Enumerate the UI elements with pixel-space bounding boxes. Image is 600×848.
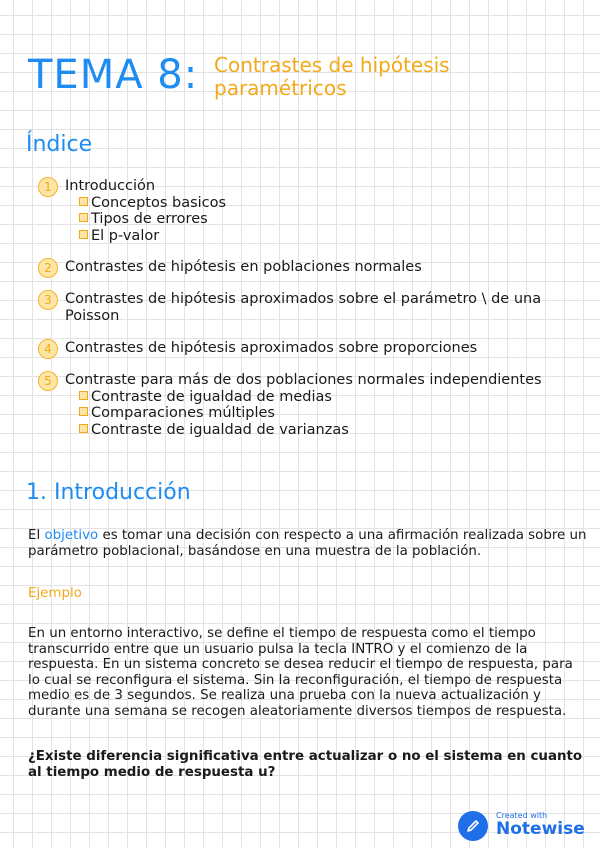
question-text: ¿Existe diferencia significativa entre actualizar o no el sistema en cuanto al tiempo medio de respuesta u?: [28, 749, 583, 780]
toc-item-2: [38, 259, 593, 276]
badge-caption: Created with: [496, 811, 548, 820]
number-badge: 5: [38, 371, 58, 391]
page-subtitle: [214, 54, 594, 100]
number-badge: 1: [38, 177, 58, 197]
number-badge: 2: [38, 258, 58, 278]
bullet-icon: [79, 213, 88, 222]
toc-item-5: [38, 372, 593, 438]
toc-subitem: Conceptos basicos: [79, 195, 593, 212]
bullet-icon: [79, 230, 88, 239]
bullet-icon: [79, 391, 88, 400]
toc-subitem: Contraste de igualdad de medias: [79, 389, 593, 406]
toc-label: Contrastes de hipótesis en poblaciones normales: [65, 259, 422, 275]
toc-label: Introducción: [65, 178, 156, 194]
index-heading: Índice: [26, 132, 93, 157]
bullet-icon: [79, 424, 88, 433]
number-badge: 4: [38, 339, 58, 359]
pen-icon: [458, 811, 488, 841]
example-label: Ejemplo: [28, 586, 82, 601]
subtitle-line-2: paramétricos: [214, 76, 347, 100]
bullet-icon: [79, 407, 88, 416]
toc-label: Contrastes de hipótesis aproximados sobre el parámetro \ de una Poisson: [65, 291, 542, 324]
toc-subitem: Tipos de errores: [79, 211, 593, 228]
example-paragraph: En un entorno interactivo, se define el tiempo de respuesta como el tiempo transcurrido entre que un usuario pulsa la tecla INTRO y el comienzo de la respuesta. En un sistema concreto se desea reducir el tiempo de respuesta, para lo cual se reconfigura el sistema. Sin la reconfiguración, el tiempo de respuesta medio es de 3 segundos. Se realiza una prueba con la nueva actualización y durante una semana se recogen aleatoriamente diversos tiempos de respuesta.: [28, 626, 573, 719]
bullet-icon: [79, 197, 88, 206]
toc-subitem: El p-valor: [79, 228, 593, 245]
toc-subitem: Contraste de igualdad de varianzas: [79, 422, 593, 439]
toc-subitem: Comparaciones múltiples: [79, 405, 593, 422]
toc-label: Contraste para más de dos poblaciones normales independientes: [65, 372, 542, 388]
intro-paragraph: El objetivo es tomar una decisión con respecto a una afirmación realizada sobre un parámetro poblacional, basándose en una muestra de la población.: [28, 528, 587, 559]
badge-brand: Notewise: [496, 819, 585, 839]
toc-item-4: [38, 340, 593, 357]
subtitle-line-1: Contrastes de hipótesis: [214, 53, 450, 77]
section-heading: 1. Introducción: [26, 480, 191, 505]
number-badge: 3: [38, 290, 58, 310]
toc-label: Contrastes de hipótesis aproximados sobre proporciones: [65, 340, 478, 356]
keyword-highlight: objetivo: [44, 528, 99, 543]
page-title: TEMA 8:: [28, 52, 199, 98]
toc-item-3: [38, 291, 593, 324]
toc-item-1: [38, 178, 593, 244]
